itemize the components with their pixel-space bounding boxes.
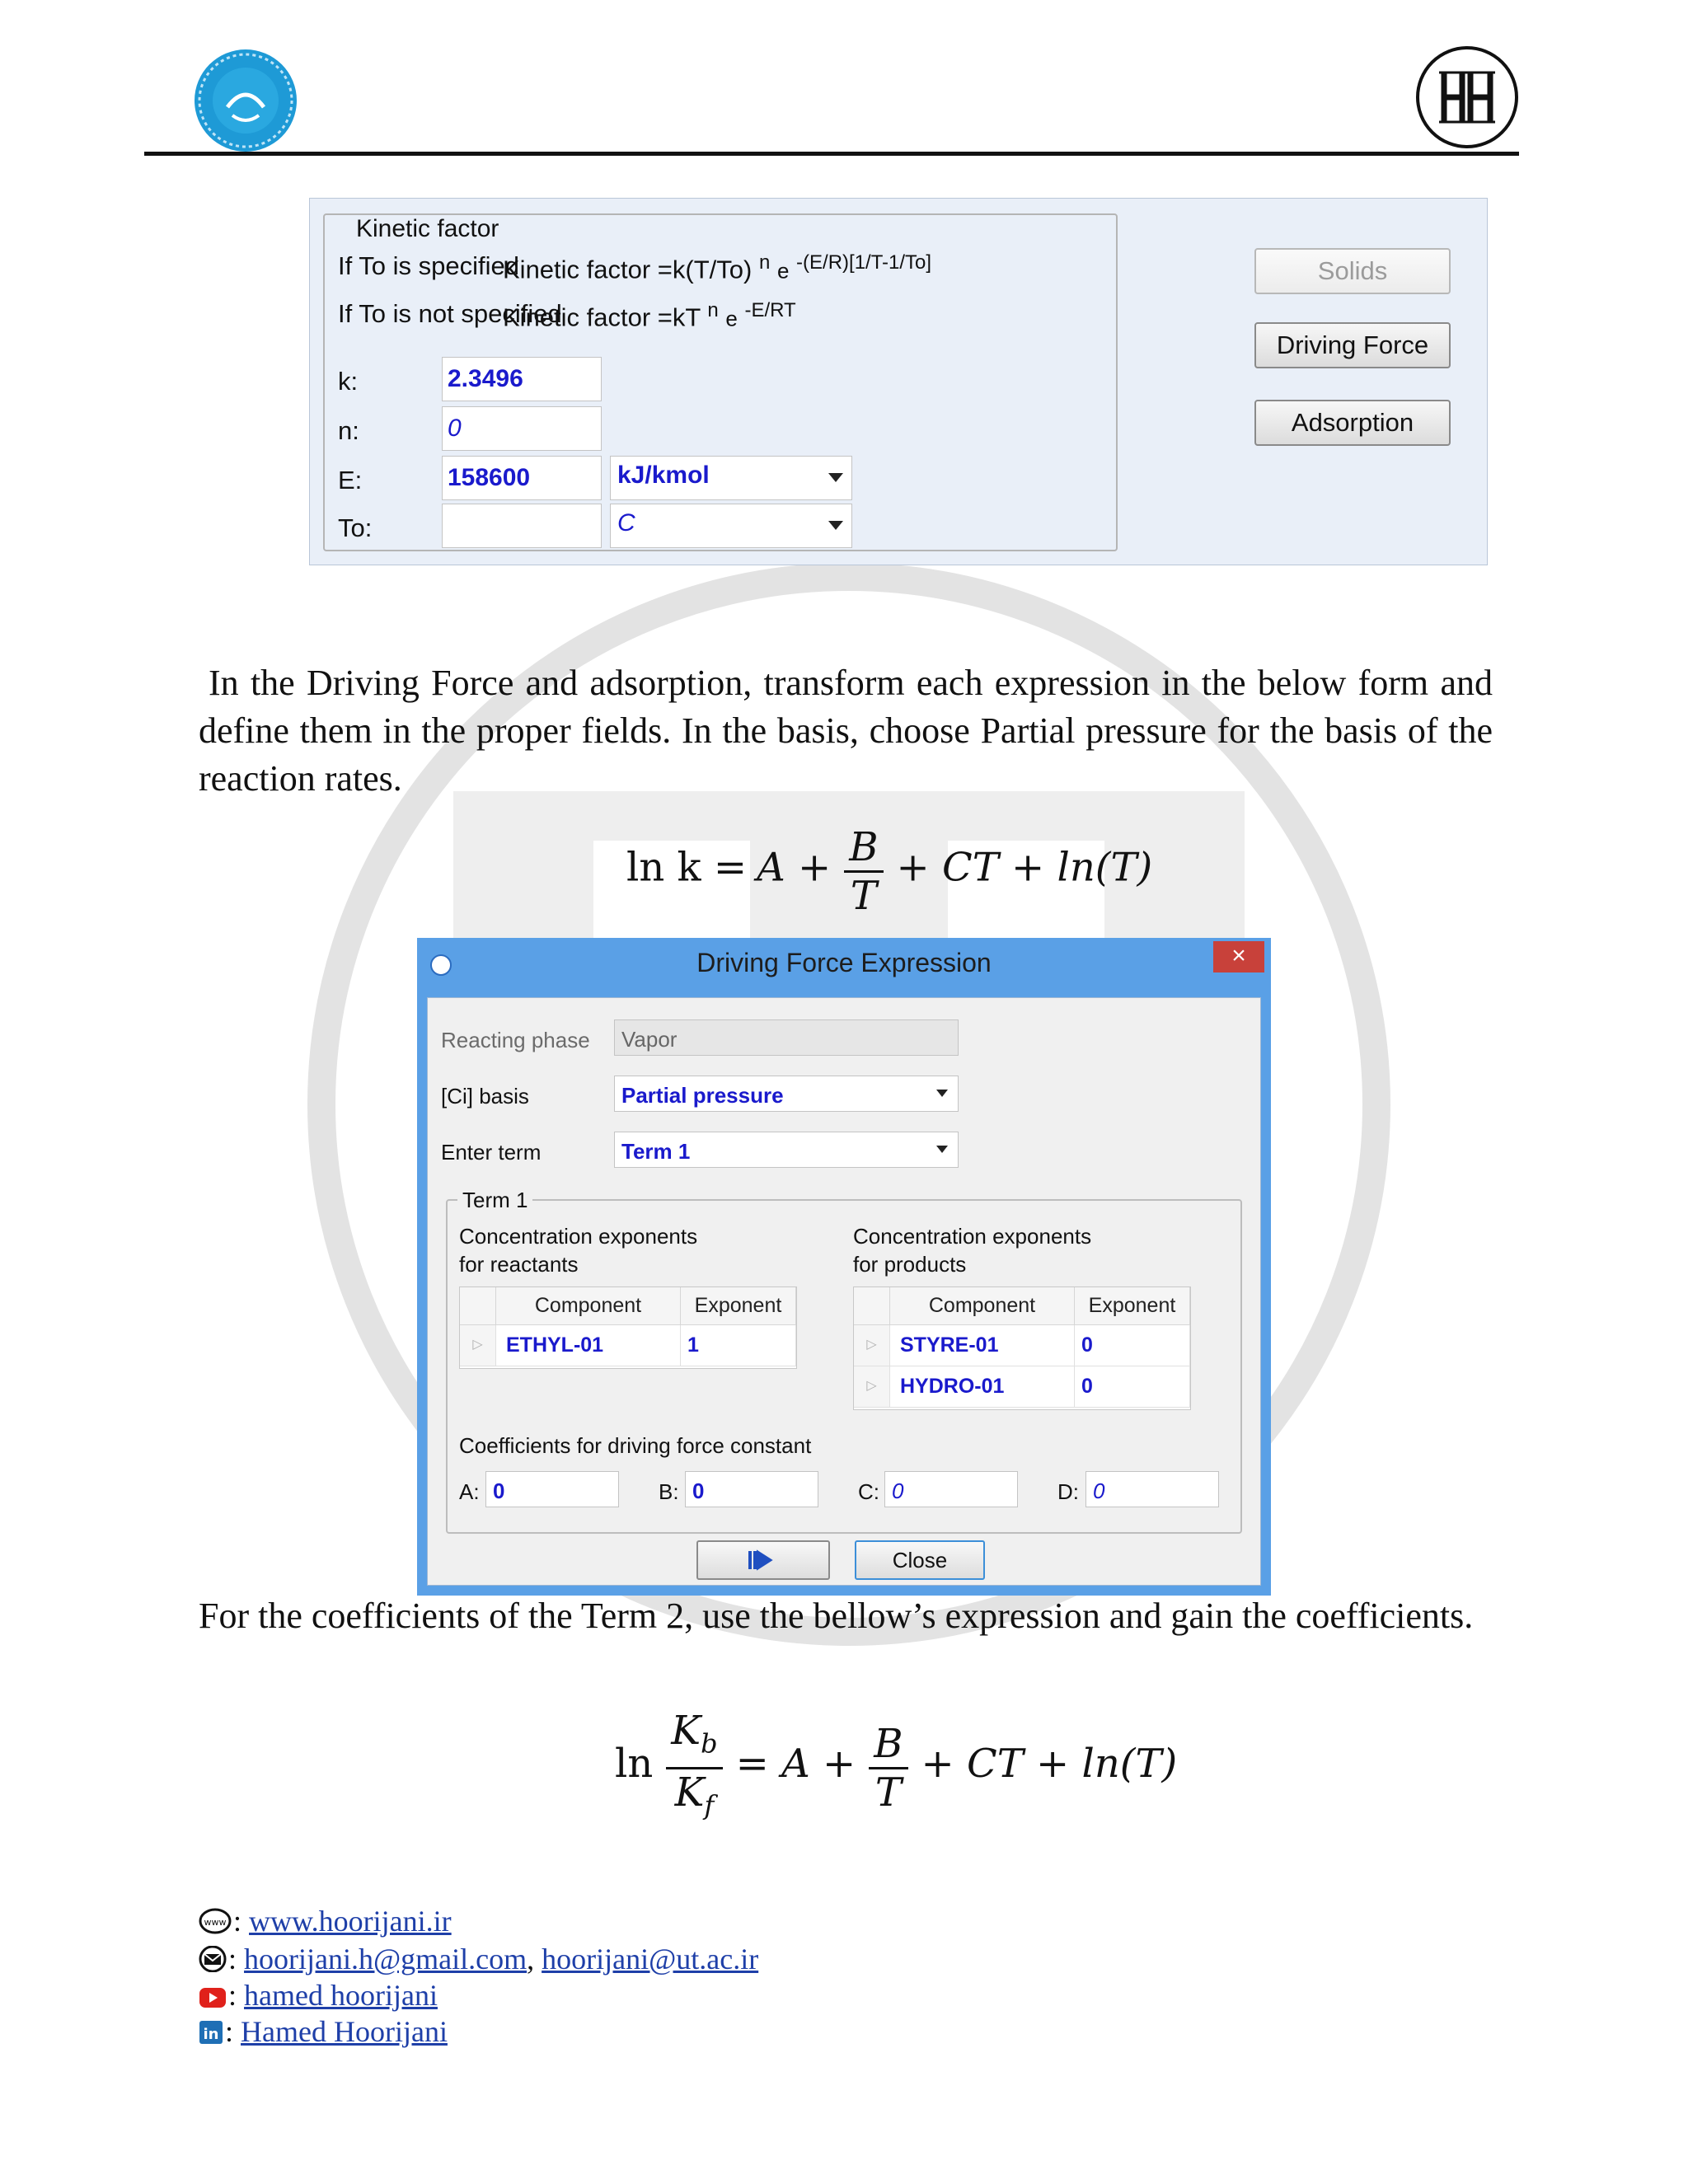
- basis-dropdown[interactable]: [614, 1076, 959, 1112]
- row-header: ▷: [460, 1325, 496, 1366]
- e-input[interactable]: 158600: [442, 456, 602, 500]
- footer-youtube: : hamed hoorijani: [199, 1976, 438, 2018]
- to-label: To:: [338, 513, 373, 542]
- kinetic-factor-panel: [309, 198, 1488, 565]
- coeff-d-label: D:: [1057, 1479, 1079, 1504]
- footer-email: : hoorijani.h@gmail.com, hoorijani@ut.ac.ir: [199, 1940, 758, 1981]
- eq1-denominator: T: [850, 873, 877, 919]
- footer-website: www : www.hoorijani.ir: [199, 1902, 452, 1943]
- n-input[interactable]: 0: [442, 406, 602, 451]
- e-unit-value: kJ/kmol: [617, 462, 710, 489]
- e-unit-dropdown[interactable]: [610, 456, 852, 500]
- k-input[interactable]: 2.3496: [442, 357, 602, 401]
- dialog-title: Driving Force Expression: [696, 948, 992, 977]
- reactants-grid: [459, 1286, 797, 1369]
- product-component-cell[interactable]: HYDRO-01: [890, 1366, 1075, 1408]
- youtube-icon: [199, 1980, 227, 2018]
- product-component-cell[interactable]: STYRE-01: [890, 1325, 1075, 1366]
- products-title: Concentration exponents for products: [853, 1224, 1092, 1277]
- svg-text:www: www: [204, 1916, 227, 1928]
- grid-corner: [460, 1287, 496, 1325]
- eq2-b: B: [869, 1721, 907, 1769]
- equation-ln-kb-kf: [615, 1708, 1177, 1828]
- svg-text:in: in: [203, 2025, 219, 2043]
- close-icon[interactable]: ×: [1213, 941, 1264, 972]
- coeff-b-label: B:: [659, 1479, 679, 1504]
- term-group-title: Term 1: [457, 1188, 532, 1213]
- header-rule: [144, 152, 1519, 156]
- basis-label: [Ci] basis: [441, 1084, 529, 1108]
- email-link-1[interactable]: hoorijani.h@gmail.com: [244, 1943, 528, 1975]
- to-specified-formula: Kinetic factor =k(T/To) $^n$ e $^{-(E/R)[1/T-1/To]}$: [503, 251, 932, 284]
- chevron-down-icon: [936, 1146, 948, 1153]
- adsorption-button[interactable]: Adsorption: [1254, 400, 1451, 446]
- to-input[interactable]: [442, 504, 602, 548]
- email-icon: [199, 1943, 227, 1981]
- to-not-specified-label: If To is not specified: [338, 299, 562, 328]
- e-label: E:: [338, 466, 363, 494]
- university-logo: [195, 49, 297, 152]
- chevron-down-icon: [936, 1090, 948, 1097]
- product-exponent-cell[interactable]: 0: [1075, 1325, 1190, 1366]
- eq1-rest: + CT + ln(T): [896, 844, 1153, 891]
- linkedin-link[interactable]: Hamed Hoorijani: [241, 2015, 448, 2048]
- next-arrow-icon: [747, 1548, 780, 1572]
- enter-term-value: Term 1: [621, 1139, 691, 1164]
- coeff-a-label: A:: [459, 1479, 480, 1504]
- dialog-titlebar: [417, 938, 1271, 991]
- col-header-exponent: Exponent: [681, 1287, 796, 1325]
- eq2-numerator: $K_b$: [666, 1708, 722, 1769]
- chevron-down-icon: [828, 521, 843, 530]
- eq2-denominator: $K_f$: [674, 1769, 715, 1821]
- reactant-component-cell[interactable]: ETHYL-01: [496, 1325, 681, 1366]
- kinetic-factor-group: [323, 213, 1118, 551]
- enter-term-label: Enter term: [441, 1140, 542, 1165]
- coeff-b-input[interactable]: 0: [685, 1471, 818, 1507]
- col-header-component: Component: [890, 1287, 1075, 1325]
- www-icon: [199, 1905, 232, 1943]
- grid-corner: [854, 1287, 890, 1325]
- eq2-eq-a: = A +: [735, 1741, 856, 1788]
- footer-linkedin: in : Hamed Hoorijani: [199, 2013, 448, 2054]
- products-grid: [853, 1286, 1191, 1410]
- to-specified-label: If To is specified: [338, 251, 519, 280]
- email-link-2[interactable]: hoorijani@ut.ac.ir: [542, 1943, 759, 1975]
- col-header-exponent: Exponent: [1075, 1287, 1190, 1325]
- driving-force-dialog: [417, 938, 1271, 1596]
- reacting-phase-field: Vapor: [614, 1019, 959, 1056]
- driving-force-button[interactable]: Driving Force: [1254, 322, 1451, 368]
- dialog-body: [427, 997, 1261, 1586]
- reactant-exponent-cell[interactable]: 1: [681, 1325, 796, 1366]
- chevron-down-icon: [828, 473, 843, 482]
- eq2-t: T: [874, 1769, 902, 1816]
- term-group: [446, 1188, 1242, 1534]
- equation-lnk: [626, 824, 1152, 919]
- col-header-component: Component: [496, 1287, 681, 1325]
- term2-paragraph: For the coefficients of the Term 2, use the bellow’s expression and gain the coefficients.: [199, 1596, 1474, 1636]
- eq2-rest: + CT + ln(T): [921, 1741, 1178, 1788]
- basis-value: Partial pressure: [621, 1083, 784, 1108]
- next-button[interactable]: [696, 1540, 830, 1580]
- website-link[interactable]: www.hoorijani.ir: [249, 1905, 452, 1938]
- k-label: k:: [338, 367, 359, 396]
- eq2-ln: ln: [615, 1741, 654, 1788]
- coeff-a-input[interactable]: 0: [485, 1471, 619, 1507]
- to-not-specified-formula: Kinetic factor =kT $^n$ e $^{-E/RT}$: [503, 299, 796, 332]
- youtube-link[interactable]: hamed hoorijani: [244, 1979, 438, 2012]
- kinetic-group-title: Kinetic factor: [349, 215, 505, 243]
- instruction-paragraph: In the Driving Force and adsorption, transform each expression in the below form and define them in the proper fields. In the basis, choose Partial pressure for the basis of the reaction rates.: [199, 663, 1493, 799]
- eq1-a: A +: [757, 844, 832, 891]
- reacting-phase-label: Reacting phase: [441, 1028, 590, 1052]
- close-button[interactable]: Close: [855, 1540, 985, 1580]
- to-unit-dropdown[interactable]: [610, 504, 852, 548]
- to-unit-value: C: [617, 509, 635, 537]
- solids-button[interactable]: Solids: [1254, 248, 1451, 294]
- row-header: ▷: [854, 1366, 890, 1408]
- enter-term-dropdown[interactable]: [614, 1132, 959, 1168]
- reactants-title: Concentration exponents for reactants: [459, 1224, 698, 1277]
- coeff-d-input[interactable]: 0: [1085, 1471, 1219, 1507]
- hh-monogram-logo: [1416, 46, 1518, 148]
- eq1-lhs: ln k =: [626, 844, 748, 891]
- coeff-c-label: C:: [858, 1479, 879, 1504]
- linkedin-icon: [199, 2016, 223, 2054]
- n-label: n:: [338, 416, 359, 445]
- coefficients-title: Coefficients for driving force constant: [459, 1433, 812, 1458]
- eq1-numerator: B: [844, 824, 883, 873]
- product-exponent-cell[interactable]: 0: [1075, 1366, 1190, 1408]
- row-header: ▷: [854, 1325, 890, 1366]
- coeff-c-input[interactable]: 0: [884, 1471, 1018, 1507]
